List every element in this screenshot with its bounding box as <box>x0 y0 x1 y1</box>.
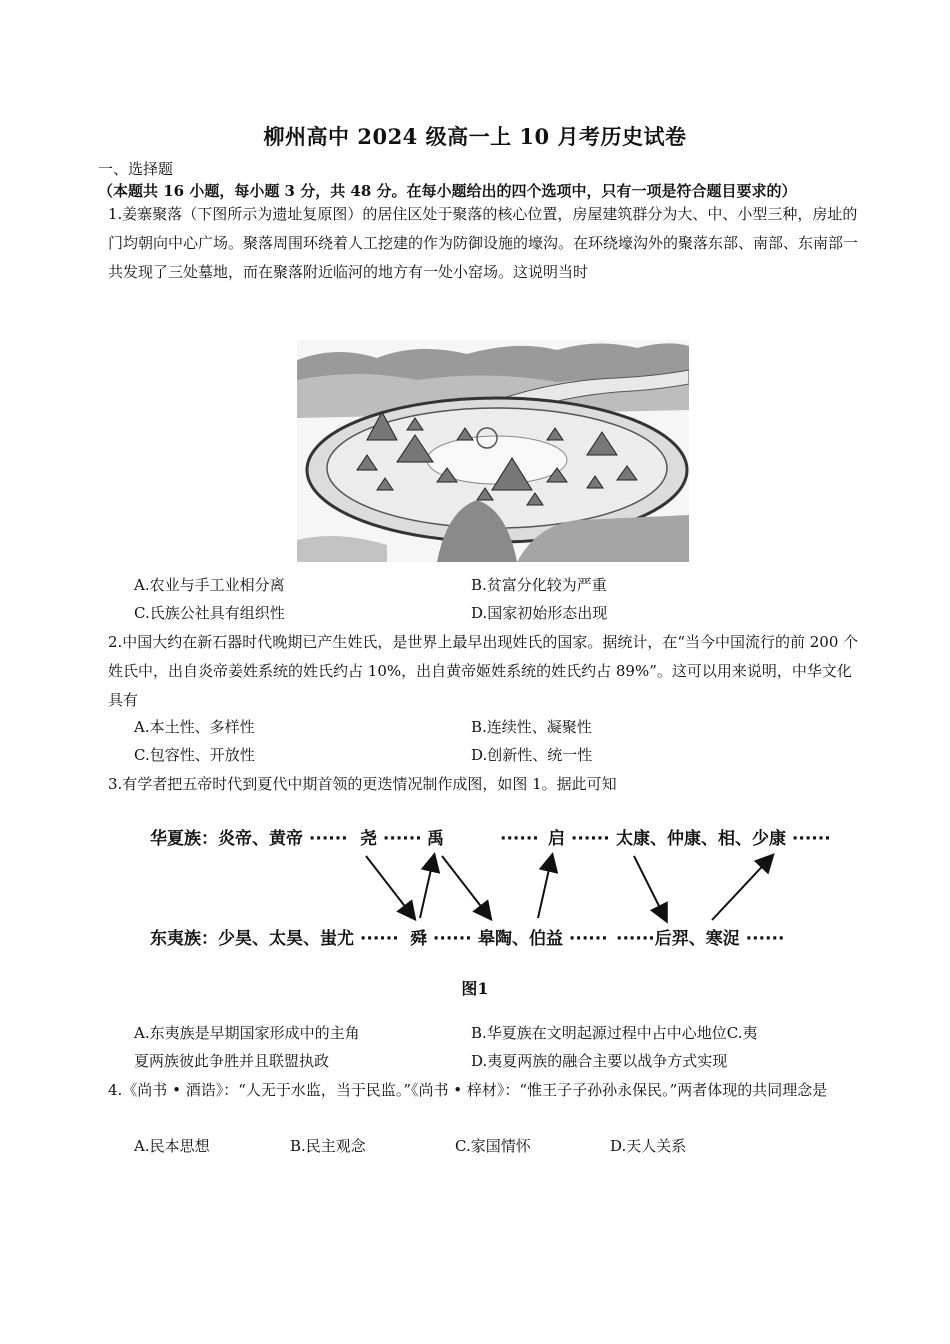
q1-option-a: A.农业与手工业相分离 <box>134 576 285 594</box>
fig-top-4: ······ <box>500 829 539 849</box>
question-2-text <box>108 628 860 715</box>
fig-top-5: 启 ······ <box>548 829 610 849</box>
question-2-body: 2.中国大约在新石器时代晚期已产生姓氏，是世界上最早出现姓氏的国家。据统计，在“当今中国流行的前 200 个姓氏中，出自炎帝姜姓系统的姓氏约占 10%，出自黄帝姬姓系统的姓氏约占 89%”。这可以用来说明，中华文化具有 <box>108 633 859 709</box>
question-4-body: 4.《尚书 • 酒诰》：“人无于水监，当于民监。”《尚书 • 梓材》：“惟王子子孙孙永保民。”两者体现的共同理念是 <box>108 1081 828 1099</box>
page-title: 柳州高中 2024 级高一上 10 月考历史试卷 <box>263 124 687 149</box>
q1-option-b: B.贫富分化较为严重 <box>471 576 607 594</box>
question-1-text <box>108 200 860 287</box>
arrow-boyi-to-qi <box>538 856 552 918</box>
fig-top-2: 尧 ······ <box>360 829 422 849</box>
question-4-text <box>108 1076 860 1105</box>
question-1-body: 1.姜寨聚落（下图所示为遗址复原图）的居住区处于聚落的核心位置，房屋建筑群分为大、中、小型三种，房址的门均朝向中心广场。聚落周围环绕着人工挖建的作为防御设施的壕沟。在环绕壕沟外的聚落东部、南部、东南部一共发现了三处墓地，而在聚落附近临河的地方有一处小窑场。这说明当时 <box>108 205 859 281</box>
section-label: 一、选择题 <box>98 160 174 178</box>
figure-1-leader-succession <box>140 820 840 960</box>
q2-option-b: B.连续性、凝聚性 <box>471 718 592 736</box>
fig-bottom-1: 东夷族：少昊、太昊、蚩尤 ······ <box>150 929 399 949</box>
q2-option-d: D.创新性、统一性 <box>471 746 593 764</box>
question-3-body: 3.有学者把五帝时代到夏代中期首领的更迭情况制作成图，如图 1。据此可知 <box>108 775 617 793</box>
fig-bottom-3: 皋陶、伯益 ······ <box>478 929 608 949</box>
section-instruction: （本题共 16 小题，每小题 3 分，共 48 分。在每小题给出的四个选项中，只有一项是符合题目要求的） <box>98 182 797 200</box>
fig-bottom-4: ······后羿、寒浞 ······ <box>616 929 785 949</box>
q1-option-c: C.氏族公社具有组织性 <box>134 604 285 622</box>
arrow-shun-to-yu <box>420 856 434 918</box>
q4-option-d: D.天人关系 <box>610 1137 687 1155</box>
q4-option-c: C.家国情怀 <box>455 1137 531 1155</box>
arrow-yu-to-gaoyao <box>442 856 490 918</box>
q4-option-a: A.民本思想 <box>134 1137 210 1155</box>
q4-option-b: B.民主观念 <box>290 1137 366 1155</box>
fig-top-3: 禹 <box>427 829 444 849</box>
q3-option-d: D.夷夏两族的融合主要以战争方式实现 <box>471 1052 728 1070</box>
section-header <box>98 158 868 202</box>
fig-top-1: 华夏族：炎帝、黄帝 ······ <box>150 829 348 849</box>
q1-option-d: D.国家初始形态出现 <box>471 604 608 622</box>
q3-option-a: A.东夷族是早期国家形成中的主角 <box>134 1024 360 1042</box>
question-3-text <box>108 770 860 799</box>
q3-option-c-cont: 夏两族彼此争胜并且联盟执政 <box>134 1052 330 1070</box>
arrow-taikang-to-houyi <box>634 856 666 920</box>
arrow-yao-to-shun <box>366 856 414 918</box>
q3-option-b: B.华夏族在文明起源过程中占中心地位C.夷 <box>471 1024 758 1042</box>
fig-top-6: 太康、仲康、相、少康 ······ <box>616 829 831 849</box>
q2-option-c: C.包容性、开放性 <box>134 746 255 764</box>
arrow-hanzhuo-to-shaokang <box>712 856 772 920</box>
fig-bottom-2: 舜 ······ <box>410 929 472 949</box>
figure-1-caption: 图1 <box>461 979 489 998</box>
q2-option-a: A.本土性、多样性 <box>134 718 255 736</box>
jiangzhai-settlement-illustration <box>297 340 689 562</box>
